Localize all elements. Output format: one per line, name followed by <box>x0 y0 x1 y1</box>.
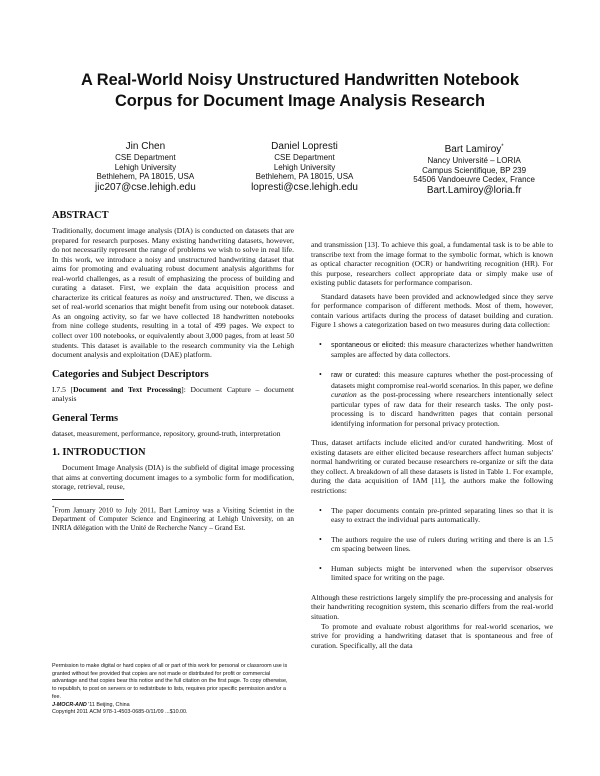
conference-rest: '11 Beijing, China <box>86 701 130 708</box>
left-column <box>52 209 294 533</box>
author-address: Bethlehem, PA 18015, USA <box>255 172 354 182</box>
conference-line <box>52 702 292 710</box>
paragraph: and transmission [13]. To achieve this goal, a fundamental task is to be able to transcribe text from the image format to the symbolic format, which is known as optical character recognition (OCR) or handwriting recognition (HR). For this purpose, researchers collect appropriate data or simply make use of existing public datasets for performance comparison. <box>311 240 553 288</box>
abstract-text-part: . Then, we discuss a set of real-world scenarios that might benefit from using our notebook dataset. As an ongoing activity, so far we have collected 18 handwritten notebooks from nine college students, resulting in a total of 499 pages. We expect to collect over 100 notebooks, or equivalently about 3,000 pages, from at least 50 students. This dataset is available to the research community via the Lehigh document analysis and exploitation (DAE) platform. <box>52 292 294 360</box>
categories-code: I.7.5 [ <box>52 384 74 394</box>
list-item <box>311 370 553 428</box>
author-name <box>413 141 535 156</box>
categories-text <box>52 385 294 404</box>
author-name: Daniel Lopresti <box>271 141 338 152</box>
abstract-text <box>52 226 294 360</box>
abstract-text-part: Traditionally, document image analysis (DIA) is conducted on datasets that are prepared for research purposes. Many existing handwriting datasets, however, do not necessarily represent the range of problems we wish to solve in real life. In this work, we introduce a noisy and unstructured handwriting dataset that aims for promoting and evaluating robust document analysis algorithms for real-world challenges, as a result of emphasizing the process of building and curating a dataset. First, we explain the data acquisition process and characterize its critical features as <box>52 226 294 302</box>
right-column <box>311 240 553 650</box>
author-block <box>95 141 535 196</box>
introduction-text: Document Image Analysis (DIA) is the subfield of digital image processing that aims at converting document images to a symbolic form for modification, storage, retrieval, reuse, <box>52 463 294 492</box>
paper-title <box>40 70 560 112</box>
paragraph: Thus, dataset artifacts include elicited and/or curated handwriting. Most of existing datasets are either elicited because researchers affect human subjects' normal handwriting or curated because researchers re-organize or sift the data they collect. A breakdown of all these datasets is listed in Table 1. For example, during the data acquisition of IAM [11], the authors make the following restrictions: <box>311 438 553 496</box>
author-footnote-mark: * <box>501 144 504 150</box>
categories-heading: Categories and Subject Descriptors <box>52 368 209 380</box>
categories-bold: Document and Text Processing <box>73 384 182 394</box>
copyright-line: Copyright 2011 ACM 978-1-4503-0685-0/11/09 ...$10.00. <box>52 709 188 716</box>
list-item: • The paper documents contain pre-printed separating lines so that it is easy to extract the individual parts automatically. <box>311 506 553 525</box>
author-email: Bart.Lamiroy@loria.fr <box>426 184 522 196</box>
paragraph: Although these restrictions largely simplify the pre-processing and analysis for their handwriting recognition system, this scenario differs from the real-world situation. <box>311 592 553 621</box>
paragraph: To promote and evaluate robust algorithms for real-world scenarios, we strive for providing a handwriting dataset that is spontaneous and free of curation. Specifically, all the data <box>311 621 553 650</box>
permission-text: Permission to make digital or hard copies of all or part of this work for personal or classroom use is granted without fee provided that copies are not made or distributed for profit or commercial advantage and that copies bear this notice and the full citation on the first page. To copy otherwise, to republish, to post on servers or to redistribute to lists, requires prior specific permission and/or a fee. <box>52 663 288 700</box>
author-dept: CSE Department <box>115 153 176 162</box>
categories-rest: ]: Document Capture – document analysis <box>52 384 294 404</box>
abstract-emphasis-unstructured: unstructured <box>191 292 231 302</box>
author-address: 54506 Vandoeuvre Cedex, France <box>413 175 535 185</box>
author-univ: Lehigh University <box>114 162 177 172</box>
conference-name: J-MOCR-AND <box>52 701 87 708</box>
author-email: jic207@cse.lehigh.edu <box>95 181 196 193</box>
author-univ: Lehigh University <box>273 162 336 172</box>
author-dept: Nancy Université – LORIA <box>427 156 521 165</box>
general-terms-text: dataset, measurement, performance, repository, ground-truth, interpretation <box>52 428 281 438</box>
list-item-term: spontaneous or elicited <box>331 341 404 349</box>
abstract-emphasis-noisy: noisy <box>159 292 176 302</box>
list-item-term: raw or curated <box>331 372 379 380</box>
author-3 <box>413 141 535 196</box>
list-item: • The authors require the use of rulers during writing and there is an 1.5 cm spacing between lines. <box>311 535 553 554</box>
author-dept: CSE Department <box>274 153 335 162</box>
permission-notice <box>52 663 292 717</box>
list-item-text: : this measure characterizes whether handwritten samples are affected by data collectors. <box>331 339 553 360</box>
author-1 <box>95 141 196 196</box>
author-email: lopresti@cse.lehigh.edu <box>251 181 358 193</box>
author-name: Jin Chen <box>125 141 166 152</box>
list-item-text: as the post-processing where researchers intentionally select particular types of raw data for their research tasks. The only post-processing is to discard handwritten pages that contain personal identifying information for personal privacy protection. <box>331 390 553 428</box>
footnote <box>52 504 294 533</box>
author-2 <box>251 141 358 196</box>
list-item-emphasis: curation <box>331 390 357 400</box>
footnote-text: From January 2010 to July 2011, Bart Lamiroy was a Visiting Scientist in the Department of Computer Science and Engineering at Lehigh University, on an INRIA délégation with the Unité de Recherche Nancy – Grand Est. <box>52 506 294 533</box>
list-item-text: : this measure captures whether the post-processing of datasets might compromise real-world scenarios. In this paper, we define <box>331 370 553 390</box>
paragraph: Standard datasets have been provided and acknowledged since they serve for performance comparison of different methods. Most of them, however, contain various artifacts during the process of dataset building and curation. Figure 1 shows a categorization based on two measures during data collection: <box>311 291 553 330</box>
abstract-and: and <box>175 292 192 302</box>
title-line-2: Corpus for Document Image Analysis Research <box>114 92 486 110</box>
introduction-heading: 1. INTRODUCTION <box>52 447 146 459</box>
measure-list <box>311 340 553 428</box>
list-item: • Human subjects might be intervened when the supervisor observes limited space for writing on the page. <box>311 564 553 583</box>
footnote-mark: * <box>52 505 55 511</box>
author-name-text: Bart Lamiroy <box>444 144 502 155</box>
author-univ: Campus Scientifique, BP 239 <box>422 165 527 175</box>
abstract-heading: ABSTRACT <box>52 210 109 221</box>
title-line-1: A Real-World Noisy Unstructured Handwritten Notebook <box>80 71 520 89</box>
footnote-rule <box>52 499 124 500</box>
list-item <box>311 340 553 360</box>
author-address: Bethlehem, PA 18015, USA <box>96 172 195 182</box>
general-terms-heading: General Terms <box>52 412 119 424</box>
restriction-list <box>311 506 553 583</box>
